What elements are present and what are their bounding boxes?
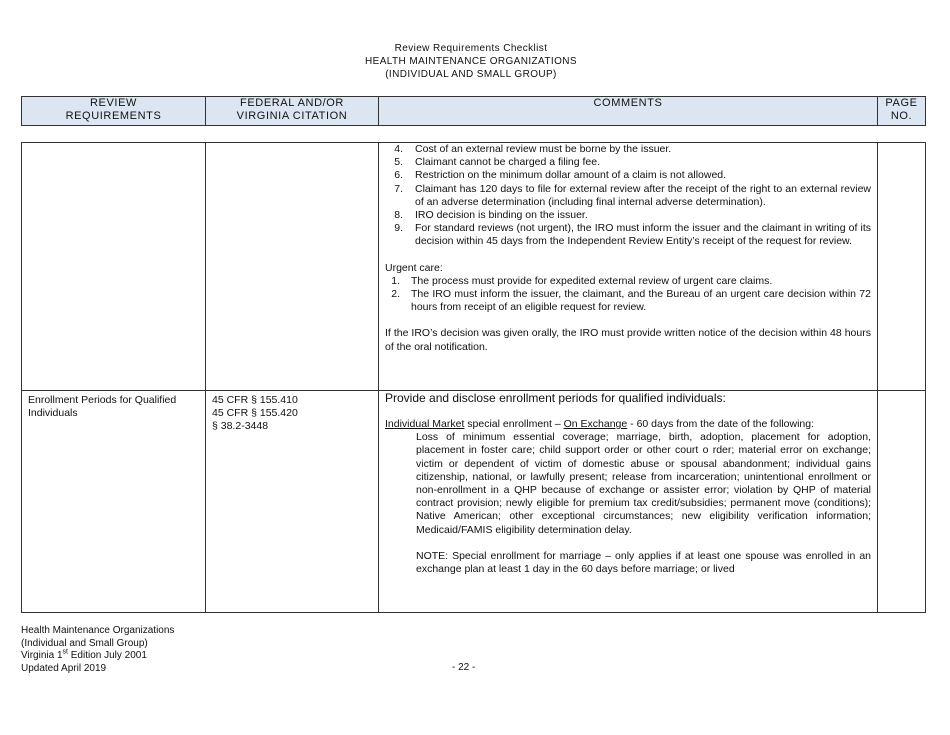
title-line-3: (INDIVIDUAL AND SMALL GROUP) bbox=[385, 69, 557, 80]
footer-line-2: (Individual and Small Group) bbox=[21, 637, 148, 649]
header-comments bbox=[379, 97, 878, 126]
urgent-care-list bbox=[385, 275, 871, 315]
list-text: The IRO must inform the issuer, the claimant, and the Bureau of an urgent care decision within 72 hours from receipt of an eligible request for review. bbox=[411, 288, 871, 314]
header-review-requirements bbox=[22, 97, 206, 126]
citation: 45 CFR § 155.410 bbox=[212, 394, 298, 406]
list-text: Restriction on the minimum dollar amount of a claim is not allowed. bbox=[415, 169, 727, 182]
title-line-2: HEALTH MAINTENANCE ORGANIZATIONS bbox=[365, 56, 577, 67]
citation-cell bbox=[206, 391, 379, 613]
list-item bbox=[385, 183, 871, 209]
list-number: 9. bbox=[394, 222, 403, 235]
list-text: Claimant cannot be charged a filing fee. bbox=[415, 156, 601, 169]
enrollment-intro: Provide and disclose enrollment periods for qualified individuals: bbox=[385, 391, 726, 405]
footer-line-1: Health Maintenance Organizations bbox=[21, 625, 175, 636]
oral-decision-note: If the IRO’s decision was given orally, the IRO must provide written notice of the decision within 48 hours of the oral notification. bbox=[385, 327, 871, 353]
citation: § 38.2-3448 bbox=[212, 420, 269, 433]
document-title bbox=[0, 42, 942, 81]
list-text: IRO decision is binding on the issuer. bbox=[415, 209, 588, 222]
list-item bbox=[385, 222, 871, 248]
individual-market-label: Individual Market bbox=[385, 418, 465, 430]
footer-line-4: Updated April 2019 bbox=[21, 662, 107, 674]
list-number: 1. bbox=[391, 274, 400, 287]
footer-text: Edition July 2001 bbox=[67, 650, 147, 661]
page-number: - 22 - bbox=[452, 662, 476, 673]
header-text: FEDERAL AND/OR bbox=[240, 97, 344, 109]
list-number: 4. bbox=[394, 143, 403, 155]
market-text: - 60 days from the date of the following: bbox=[627, 418, 815, 430]
citation-list bbox=[206, 391, 378, 434]
list-number: 6. bbox=[394, 169, 403, 182]
list-item bbox=[385, 288, 871, 314]
list-text: Claimant has 120 days to file for external review after the receipt of the right to an external review of an adverse determination (including final internal adverse determination). bbox=[415, 182, 871, 208]
citation: 45 CFR § 155.420 bbox=[212, 407, 298, 420]
list-number: 8. bbox=[394, 209, 403, 222]
list-item bbox=[385, 143, 871, 156]
table-row bbox=[22, 143, 926, 391]
table-row bbox=[22, 391, 926, 613]
header-citation bbox=[206, 97, 379, 126]
header-text: NO. bbox=[890, 110, 913, 122]
qualifying-events: Loss of minimum essential coverage; marriage, birth, adoption, placement for adoption, placement in foster care; child support order or other court o rder; material error on exchange; victim or dependent of victim of domestic abuse or spousal abandonment; individual gains citizenship, national, or lawfully present; release from incarceration; unintentional enrollment or non-enrollment in a QHP because of exchange or assister error; violation by QHP of material contract provision; newly eligible for premium tax credit/subsidies; permanent move (conditions); Native American; other exceptional circumstances; new eligibility verification information; Medicaid/FAMIS eligibility determination delay. bbox=[416, 431, 871, 536]
requirement-text: Enrollment Periods for Qualified Individuals bbox=[28, 394, 177, 420]
list-text: For standard reviews (not urgent), the IRO must inform the issuer and the claimant in writing of its decision within 45 days from the Independent Review Entity’s receipt of the request for review. bbox=[415, 222, 871, 248]
urgent-care-label: Urgent care: bbox=[385, 261, 443, 274]
list-item bbox=[385, 169, 871, 182]
list-text: Cost of an external review must be borne by the issuer. bbox=[415, 143, 672, 155]
market-text: special enrollment – bbox=[464, 418, 564, 430]
list-item bbox=[385, 156, 871, 169]
list-number: 5. bbox=[394, 156, 403, 169]
header-text: REQUIREMENTS bbox=[65, 110, 162, 122]
marriage-note: NOTE: Special enrollment for marriage – only applies if at least one spouse was enrolled in an exchange plan at least 1 day in the 60 days before marriage; or lived bbox=[416, 549, 871, 576]
page-cell bbox=[878, 143, 926, 391]
comments-cell bbox=[379, 391, 878, 613]
citation-cell bbox=[206, 143, 379, 391]
requirement-cell bbox=[22, 391, 206, 613]
footer bbox=[21, 625, 174, 675]
page-cell bbox=[878, 391, 926, 613]
footer-text: Virginia 1 bbox=[21, 650, 63, 661]
checklist-table bbox=[21, 142, 926, 613]
list-item bbox=[385, 275, 871, 288]
title-line-1: Review Requirements Checklist bbox=[394, 43, 548, 54]
list-number: 7. bbox=[394, 182, 403, 195]
header-text: REVIEW bbox=[90, 97, 137, 109]
footer-line-3 bbox=[21, 650, 174, 663]
on-exchange-label: On Exchange bbox=[563, 418, 628, 430]
list-text: The process must provide for expedited external review of urgent care claims. bbox=[411, 274, 773, 287]
footer-superscript: st bbox=[62, 648, 68, 656]
header-text: VIRGINIA CITATION bbox=[236, 110, 348, 122]
individual-market-line bbox=[385, 418, 871, 431]
review-list bbox=[385, 143, 871, 249]
header-text: PAGE bbox=[885, 97, 918, 109]
requirement-cell bbox=[22, 143, 206, 391]
header-page-no bbox=[878, 97, 926, 126]
list-number: 2. bbox=[391, 288, 400, 301]
header-text: COMMENTS bbox=[593, 97, 663, 109]
list-item bbox=[385, 209, 871, 222]
comments-cell bbox=[379, 143, 878, 391]
header-table bbox=[21, 96, 926, 126]
